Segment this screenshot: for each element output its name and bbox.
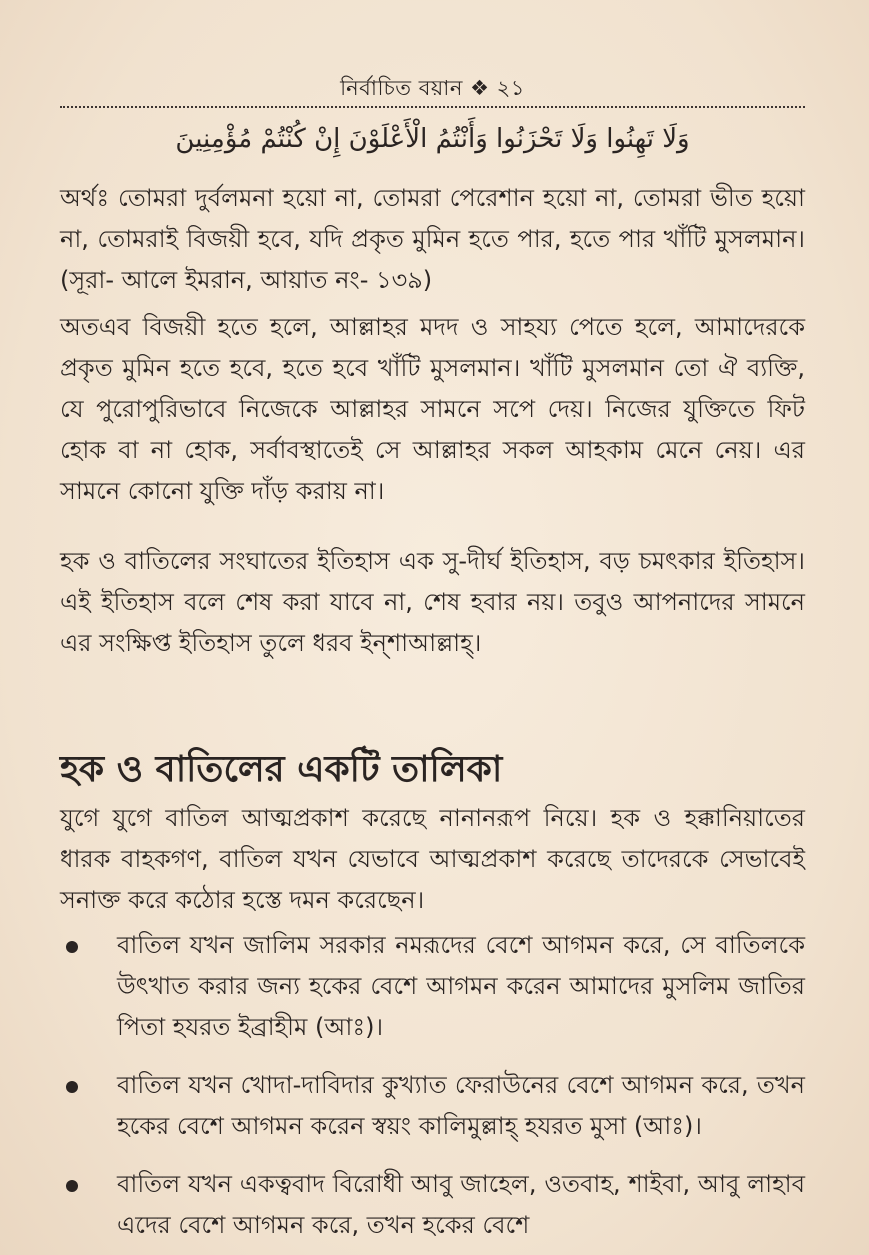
page-header: নির্বাচিত বয়ান ❖ ২১ (340, 76, 525, 100)
arabic-verse: وَلَا تَهِنُوا وَلَا تَحْزَنُوا وَأَنْتُمُ الْأَعْلَوْنَ إِنْ كُنْتُمْ مُؤْمِنِينَ (175, 124, 690, 154)
list-item (60, 1065, 805, 1147)
bullet-icon (66, 941, 78, 953)
dotted-divider (60, 106, 805, 108)
list-item-text: বাতিল যখন খোদা-দাবিদার কুখ্যাত ফেরাউনের বেশে আগমন করে, তখন হকের বেশে আগমন করেন স্বয়ং কালিমুল্লাহ্ হযরত মুসা (আঃ)। (117, 1071, 805, 1140)
translation-paragraph: অর্থঃ তোমরা দুর্বলমনা হয়ো না, তোমরা পেরেশান হয়ো না, তোমরা ভীত হয়ো না, তোমরাই বিজয়ী হবে, যদি প্রকৃত মুমিন হতে পার, হতে পার খাঁটি মুসলমান। (সূরা- আলে ইমরান, আয়াত নং- ১৩৯) (60, 184, 805, 294)
body-paragraph: হক ও বাতিলের সংঘাতের ইতিহাস এক সু-দীর্ঘ ইতিহাস, বড় চমৎকার ইতিহাস। এই ইতিহাস বলে শেষ করা যাবে না, শেষ হবার নয়। তবুও আপনাদের সামনে এর সংক্ষিপ্ত ইতিহাস তুলে ধরব ইন্‌শাআল্লাহ্। (60, 547, 805, 657)
list-item-text: বাতিল যখন একত্ববাদ বিরোধী আবু জাহেল, ওতবাহ, শাইবা, আবু লাহাব এদের বেশে আগমন করে, তখন হকের বেশে (117, 1170, 805, 1239)
bullet-icon (66, 1081, 78, 1093)
section-heading: হক ও বাতিলের একটি তালিকা (60, 749, 503, 790)
bullet-icon (66, 1180, 78, 1192)
bullet-list (60, 925, 805, 1246)
list-item (60, 925, 805, 1048)
list-item-text: বাতিল যখন জালিম সরকার নমরূদের বেশে আগমন করে, সে বাতিলকে উৎখাত করার জন্য হকের বেশে আগমন করেন আমাদের মুসলিম জাতির পিতা হযরত ইব্রাহীম (আঃ)। (117, 931, 805, 1041)
body-paragraph: অতএব বিজয়ী হতে হলে, আল্লাহর মদদ ও সাহয্য পেতে হলে, আমাদেরকে প্রকৃত মুমিন হতে হবে, হতে হবে খাঁটি মুসলমান। খাঁটি মুসলমান তো ঐ ব্যক্তি, যে পুরোপুরিভাবে নিজেকে আল্লাহর সামনে সপে দেয়। নিজের যুক্তিতে ফিট হোক বা না হোক, সর্বাবস্থাতেই সে আল্লাহর সকল আহকাম মেনে নেয়। এর সামনে কোনো যুক্তি দাঁড় করায় না। (60, 313, 805, 505)
list-item (60, 1164, 805, 1246)
section-intro: যুগে যুগে বাতিল আত্মপ্রকাশ করেছে নানানরূপ নিয়ে। হক ও হক্কানিয়াতের ধারক বাহকগণ, বাতিল যখন যেভাবে আত্মপ্রকাশ করেছে তাদেরকে সেভাবেই সনাক্ত করে কঠোর হস্তে দমন করেছেন। (60, 804, 805, 914)
